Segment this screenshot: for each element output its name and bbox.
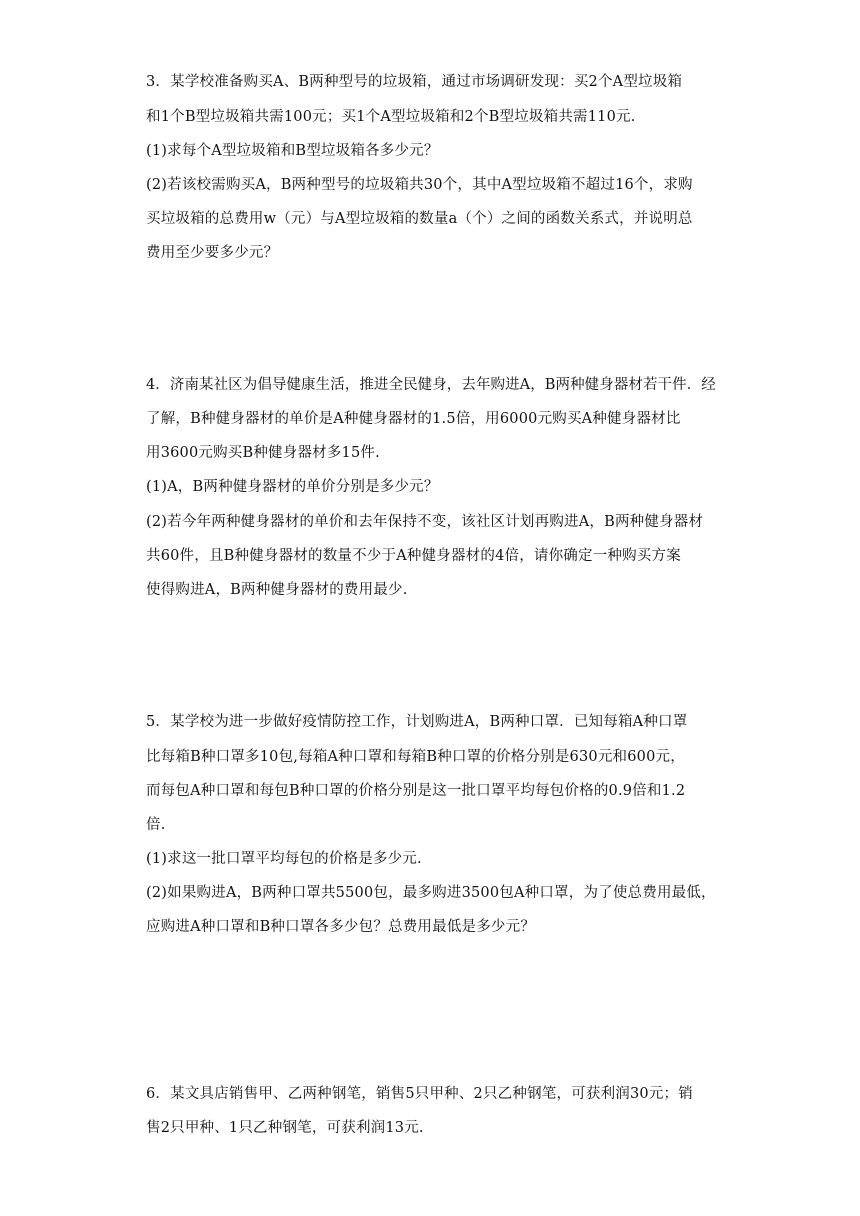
problem-4-line-1: 4．济南某社区为倡导健康生活，推进全民健身，去年购进A，B两种健身器材若干件．经 bbox=[146, 377, 716, 393]
problem-4-line-7: 使得购进A，B两种健身器材的费用最少. bbox=[146, 582, 408, 598]
problem-3-line-1: 3．某学校准备购买A、B两种型号的垃圾箱，通过市场调研发现：买2个A型垃圾箱 bbox=[146, 74, 683, 90]
problem-4-line-4: (1)A，B两种健身器材的单价分别是多少元？ bbox=[146, 479, 439, 495]
problem-5-line-3: 而每包A种口罩和每包B种口罩的价格分别是这一批口罩平均每包价格的0.9倍和1.2 bbox=[146, 783, 686, 799]
problem-3-line-4: (2)若该校需购买A，B两种型号的垃圾箱共30个，其中A型垃圾箱不超过16个，求购 bbox=[146, 177, 693, 193]
problem-3-line-3: (1)求每个A型垃圾箱和B型垃圾箱各多少元？ bbox=[146, 143, 439, 159]
problem-5-line-6: (2)如果购进A，B两种口罩共5500包，最多购进3500包A种口罩，为了使总费用最低， bbox=[146, 885, 716, 901]
problem-5-line-4: 倍. bbox=[146, 817, 166, 833]
problem-6-line-1: 6．某文具店销售甲、乙两种钢笔，销售5只甲种、2只乙种钢笔，可获利润30元；销 bbox=[146, 1086, 693, 1102]
problem-6-line-2: 售2只甲种、1只乙种钢笔，可获利润13元. bbox=[146, 1120, 424, 1136]
problem-3-line-2: 和1个B型垃圾箱共需100元；买1个A型垃圾箱和2个B型垃圾箱共需110元. bbox=[146, 109, 636, 125]
problem-3-line-6: 费用至少要多少元？ bbox=[146, 245, 279, 261]
problem-5-line-7: 应购进A种口罩和B种口罩各多少包？总费用最低是多少元？ bbox=[146, 919, 536, 935]
problem-5-line-5: (1)求这一批口罩平均每包的价格是多少元. bbox=[146, 851, 422, 867]
problem-4-line-5: (2)若今年两种健身器材的单价和去年保持不变，该社区计划再购进A，B两种健身器材 bbox=[146, 514, 704, 530]
problem-4-line-3: 用3600元购买B种健身器材多15件. bbox=[146, 445, 380, 461]
problem-5-line-2: 比每箱B种口罩多10包,每箱A种口罩和每箱B种口罩的价格分别是630元和600元， bbox=[146, 749, 685, 765]
problem-5-line-1: 5．某学校为进一步做好疫情防控工作，计划购进A，B两种口罩．已知每箱A种口罩 bbox=[146, 714, 688, 730]
problem-4-line-6: 共60件，且B种健身器材的数量不少于A种健身器材的4倍，请你确定一种购买方案 bbox=[146, 548, 681, 564]
problem-3-line-5: 买垃圾箱的总费用w（元）与A型垃圾箱的数量a（个）之间的函数关系式，并说明总 bbox=[146, 211, 693, 227]
problem-4-line-2: 了解，B种健身器材的单价是A种健身器材的1.5倍，用6000元购买A种健身器材比 bbox=[146, 411, 681, 427]
